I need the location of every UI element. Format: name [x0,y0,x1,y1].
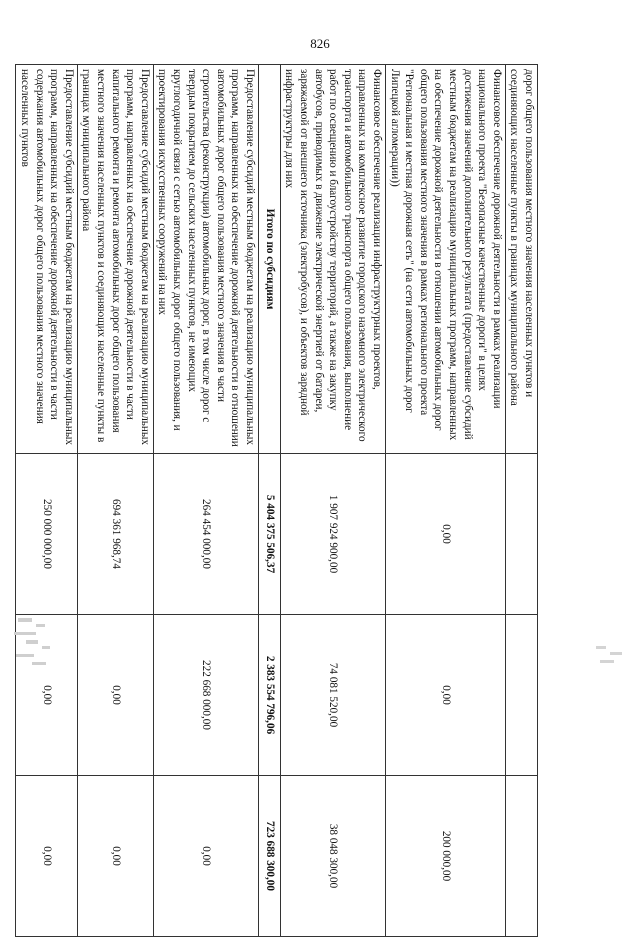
table-row [153,65,258,937]
scan-noise-left [8,610,68,680]
amount-cell-1: 0,00 [386,454,506,615]
row-description: Предоставление субсидий местным бюджетам на реализацию муниципальных программ, направленных на обеспечение дорожной деятельности в части капитального ремонта и ремонта автомобильных дорог общего пользования местного значения населенных пунктов и соединяющих населенные пункты в границах муниципального района [77,65,153,454]
amount-cell-1: 264 454 000,00 [153,454,258,615]
amount-cell-1: 5 404 375 506,37 [258,454,280,615]
amount-cell-2: 2 383 554 796,06 [258,615,280,776]
table-row [16,65,77,937]
row-description: Финансовое обеспечение реализации инфраструктурных проектов, направленных на комплексное развитие городского наземного электрического транспорта и автомобильного транспорта общего пользования, выполнение работ по освещению и благоустройству территорий, а также на закупку автобусов, приводимых в движение электрической энергией от батареи, заряжаемой от внешнего источника (электробусов), и объектов зарядной инфраструктуры для них [280,65,385,454]
amount-cell-1: 694 361 968,74 [77,454,153,615]
row-description: Финансовое обеспечение дорожной деятельности в рамках реализации национального проекта "Безопасные качественные дороги" в целях достижения значений дополнительного результата (предоставление субсидий местным бюджетам на реализацию муниципальных программ, направленных на обеспечение дорожной деятельности в отношении автомобильных дорог общего пользования местного значения в рамках регионального проекта "Региональная и местная дорожная сеть" (на сети автомобильных дорог Липецкой агломерации)) [386,65,506,454]
amount-cell-2: 0,00 [16,615,77,776]
table-row [77,65,153,937]
amount-cell-1 [505,454,537,615]
amount-cell-2: 0,00 [386,615,506,776]
table-row [505,65,537,937]
subsidy-table-body [16,65,538,937]
row-description: Предоставление субсидий местным бюджетам на реализацию муниципальных программ, направленных на обеспечение дорожной деятельности в части содержания автомобильных дорог общего пользования местного значения населенных пунктов [16,65,77,454]
scan-noise-right [592,640,632,670]
table-row [280,65,385,937]
row-description: Предоставление субсидий местным бюджетам на реализацию муниципальных программ, направленных на обеспечение дорожной деятельности в отношении автомобильных дорог общего пользования местного значения в части строительства (реконструкции) автомобильных дорог, в том числе дорог с твердым покрытием до сельских населенных пунктов, не имеющих круглогодичной связи с сетью автомобильных дорог общего пользования, и проектирования искусственных сооружений на них [153,65,258,454]
row-description: дорог общего пользования местного значения населенных пунктов и соединяющих населенные пункты в границах муниципального района [505,65,537,454]
amount-cell-1: 1 907 924 900,00 [280,454,385,615]
amount-cell-3: 0,00 [16,776,77,937]
amount-cell-2: 0,00 [77,615,153,776]
row-description: Итого по субсидиям [258,65,280,454]
amount-cell-2: 74 081 520,00 [280,615,385,776]
amount-cell-2 [505,615,537,776]
amount-cell-3: 38 048 300,00 [280,776,385,937]
page-number: 826 [310,36,330,51]
total-row [258,65,280,937]
amount-cell-3 [505,776,537,937]
table-row [386,65,506,937]
amount-cell-1: 250 000 000,00 [16,454,77,615]
amount-cell-2: 222 668 000,00 [153,615,258,776]
amount-cell-3: 723 688 300,00 [258,776,280,937]
amount-cell-3: 200 000,00 [386,776,506,937]
amount-cell-3: 0,00 [77,776,153,937]
subsidy-table [15,64,538,937]
rotated-table-container [19,64,538,902]
amount-cell-3: 0,00 [153,776,258,937]
